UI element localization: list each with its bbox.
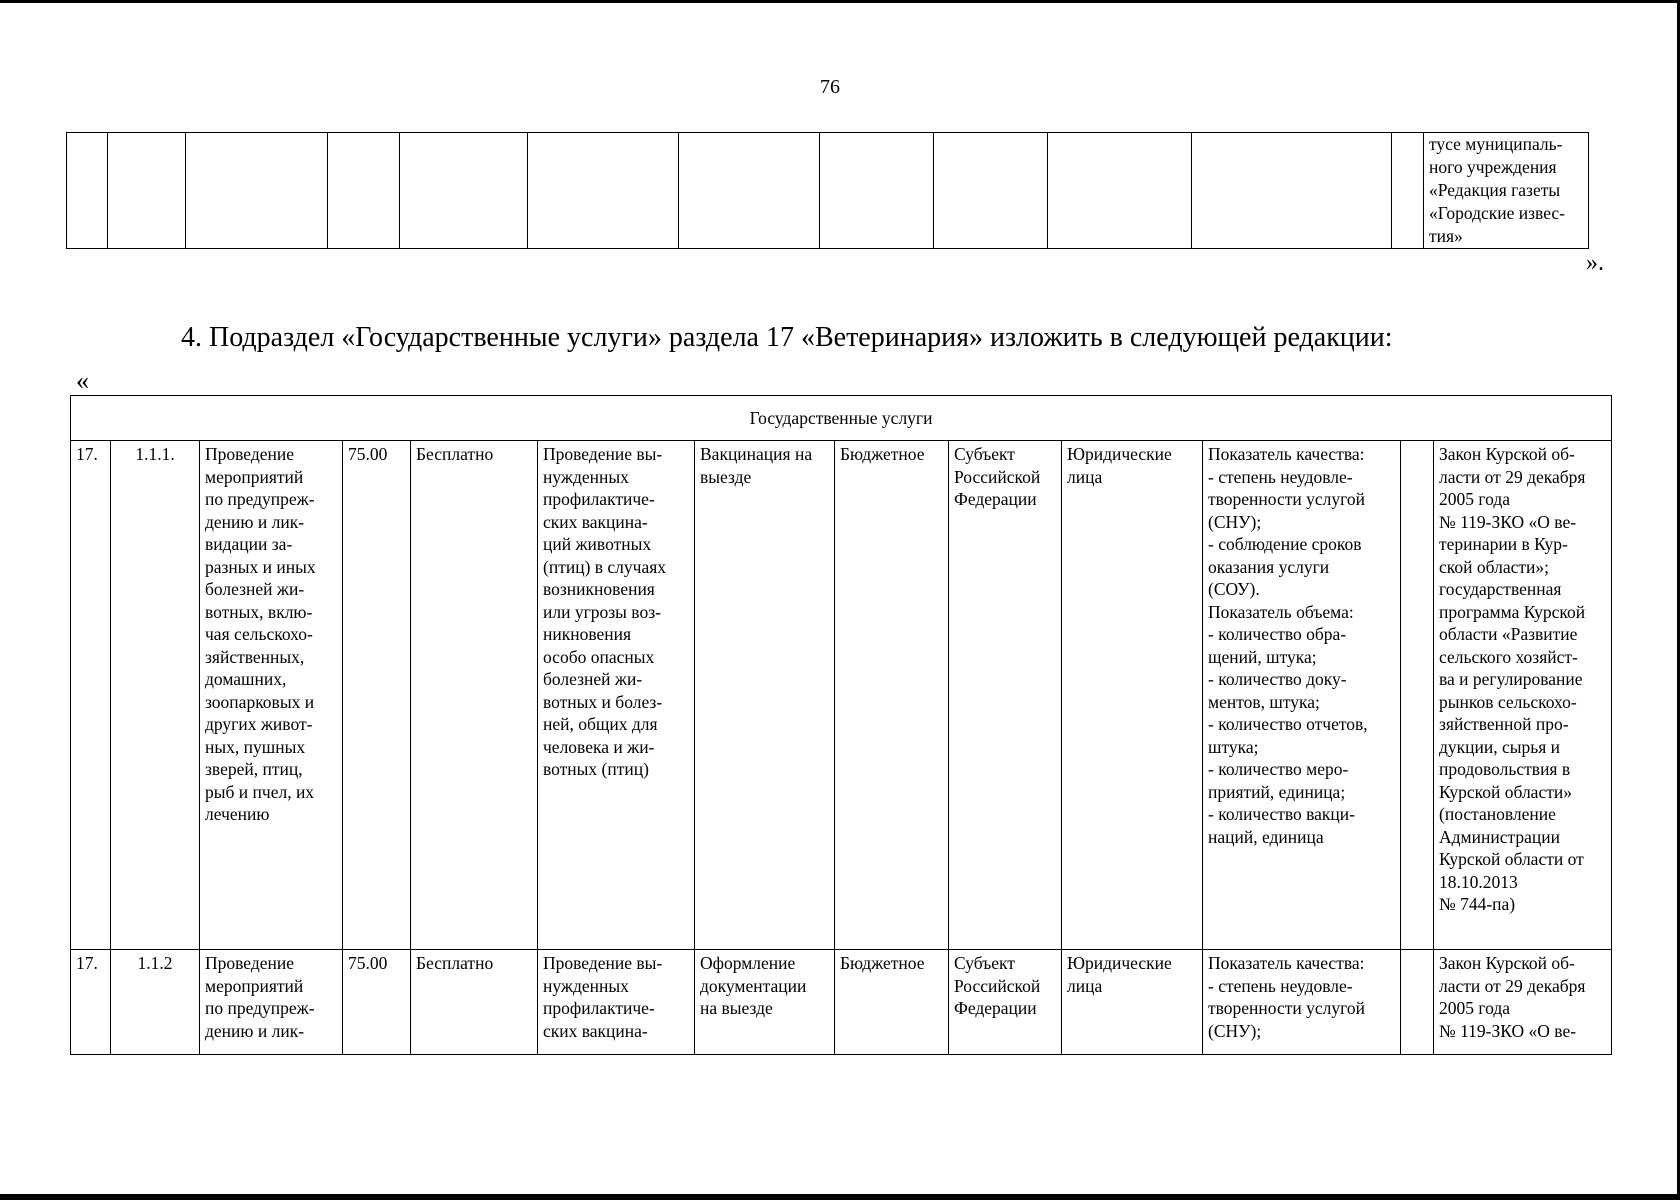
text-line: Закон Курской об- (1439, 444, 1575, 464)
page-number: 76 (820, 76, 840, 98)
text-line: программа Курской (1439, 601, 1586, 622)
text-line: 18.10.2013 (1439, 871, 1518, 892)
text-line: теринарии в Кур- (1439, 534, 1568, 554)
table-title: Государственные услуги (71, 396, 1612, 441)
text-line: «Редакция газеты (1429, 180, 1561, 200)
text-line: штука; (1208, 736, 1259, 757)
text-line: Закон Курской об- (1439, 953, 1575, 973)
fragment-cell (67, 133, 108, 249)
text-line: оказания услуги (1208, 556, 1330, 577)
text-line: Показатель качества: (1208, 953, 1365, 973)
text-line: дукции, сырья и (1439, 736, 1561, 757)
text-line: никновения (543, 624, 632, 644)
text-line: (СОУ). (1208, 579, 1260, 599)
fragment-cell (108, 133, 186, 249)
closing-quote: ». (1586, 250, 1604, 276)
text-line: 2005 года (1439, 998, 1511, 1018)
text-line: выезде (700, 466, 752, 487)
text-line: ментов, штука; (1208, 691, 1320, 712)
text-line: ций животных (543, 534, 652, 554)
text-line: сельского хозяйст- (1439, 646, 1578, 667)
text-line: зоопарковых и (205, 691, 315, 712)
fragment-cell (186, 133, 328, 249)
table-row (71, 950, 1612, 1055)
cell-indicators (1203, 441, 1401, 950)
text-line: нужденных (543, 975, 629, 996)
cell-blank (1401, 441, 1434, 950)
text-line: Курской области» (1439, 781, 1572, 802)
text-line: ного учреждения (1429, 157, 1557, 177)
text-line: приятий, единица; (1208, 781, 1346, 802)
text-line: нужденных (543, 466, 629, 487)
text-line: Показатель качества: (1208, 444, 1365, 464)
text-line: творенности услугой (1208, 998, 1365, 1018)
text-line: на выезде (700, 998, 773, 1018)
text-line: - количество отчетов, (1208, 714, 1368, 734)
cell-blank (1401, 950, 1434, 1055)
text-line: ней, общих для (543, 714, 658, 734)
text-line: или угрозы воз- (543, 601, 661, 622)
text-line: лица (1067, 466, 1103, 487)
table-title-row (71, 396, 1612, 441)
text-line: других живот- (205, 714, 313, 734)
text-line: № 119-ЗКО «О ве- (1439, 511, 1577, 532)
text-line: Юридические (1067, 953, 1172, 973)
text-line: по предупреж- (205, 489, 315, 509)
fragment-cell (1048, 133, 1192, 249)
cell-consumers (1062, 441, 1203, 950)
text-line: дению и лик- (205, 1020, 305, 1041)
cell-section: 17. (71, 441, 111, 950)
cell-payment: Бесплатно (411, 950, 538, 1055)
scan-border-top (0, 0, 1680, 3)
text-line: лица (1067, 975, 1103, 996)
text-line: чая сельскохо- (205, 624, 313, 644)
text-line: особо опасных (543, 646, 655, 667)
text-line: (птиц) в случаях (543, 556, 667, 577)
text-line: - соблюдение сроков (1208, 534, 1362, 554)
cell-responsible (949, 950, 1062, 1055)
text-line: рынков сельскохо- (1439, 691, 1577, 712)
text-line: области «Развитие (1439, 624, 1578, 644)
text-line: возникновения (543, 579, 655, 599)
text-line: болезней жи- (543, 669, 643, 689)
text-line: видации за- (205, 534, 293, 554)
cell-service-name (200, 950, 343, 1055)
text-line: мероприятий (205, 466, 304, 487)
fragment-cell (328, 133, 400, 249)
text-line: «Городские извес- (1429, 203, 1565, 223)
text-line: Федерации (954, 998, 1037, 1018)
fragment-cell (1392, 133, 1424, 249)
cell-condition (695, 950, 835, 1055)
text-line: щений, штука; (1208, 646, 1317, 667)
text-line: Проведение вы- (543, 953, 663, 973)
text-line: - степень неудовле- (1208, 975, 1353, 996)
text-line: Показатель объема: (1208, 601, 1354, 622)
text-line: Администрации (1439, 826, 1560, 847)
text-line: зяйственной про- (1439, 714, 1569, 734)
cell-section: 17. (71, 950, 111, 1055)
text-line: документации (700, 975, 807, 996)
text-line: болезней жи- (205, 579, 305, 599)
text-line: ских вакцина- (543, 1020, 648, 1041)
text-line: зяйственных, (205, 646, 305, 667)
text-line: (СНУ); (1208, 511, 1262, 532)
fragment-cell (1192, 133, 1392, 249)
text-line: № 119-ЗКО «О ве- (1439, 1020, 1577, 1041)
text-line: разных и иных (205, 556, 316, 577)
text-line: ской области»; (1439, 556, 1549, 577)
cell-indicators (1203, 950, 1401, 1055)
text-line: по предупреж- (205, 998, 315, 1018)
services-table (70, 395, 1612, 1055)
text-line: Курской области от (1439, 849, 1584, 869)
text-line: - степень неудовле- (1208, 466, 1353, 487)
previous-table-fragment (66, 132, 1589, 249)
scan-border-bottom (0, 1194, 1680, 1200)
text-line: творенности услугой (1208, 489, 1365, 509)
text-line: - количество обра- (1208, 624, 1347, 644)
text-line: государственная (1439, 579, 1562, 599)
cell-type: Бюджетное (835, 950, 949, 1055)
text-line: Оформление (700, 953, 796, 973)
text-line: Российской (954, 975, 1041, 996)
text-line: лечению (205, 804, 270, 824)
text-line: вотных и болез- (543, 691, 663, 712)
text-line: дению и лик- (205, 511, 305, 532)
text-line: Проведение (205, 444, 295, 464)
text-line: зверей, птиц, (205, 759, 303, 779)
text-line: человека и жи- (543, 736, 655, 757)
cell-number: 1.1.2 (111, 950, 200, 1055)
fragment-row (67, 133, 1589, 249)
text-line: наций, единица (1208, 826, 1324, 847)
text-line: Федерации (954, 489, 1037, 509)
fragment-cell (679, 133, 820, 249)
text-line: тусе муниципаль- (1429, 134, 1563, 154)
cell-law (1434, 950, 1612, 1055)
cell-number: 1.1.1. (111, 441, 200, 950)
table-row (71, 441, 1612, 950)
text-line: профилактиче- (543, 489, 655, 509)
text-line: - количество меро- (1208, 759, 1349, 779)
text-line: профилактиче- (543, 998, 655, 1018)
text-line: ва и регулирование (1439, 669, 1583, 689)
cell-consumers (1062, 950, 1203, 1055)
text-line: (постановление (1439, 804, 1556, 824)
cell-code: 75.00 (343, 950, 411, 1055)
text-line: (СНУ); (1208, 1020, 1262, 1041)
text-line: мероприятий (205, 975, 304, 996)
text-line: - количество доку- (1208, 669, 1347, 689)
fragment-cell (528, 133, 679, 249)
text-line: вотных (птиц) (543, 759, 649, 779)
fragment-cell (820, 133, 934, 249)
cell-type: Бюджетное (835, 441, 949, 950)
text-line: рыб и пчел, их (205, 781, 315, 802)
cell-responsible (949, 441, 1062, 950)
text-line: № 744-па) (1439, 894, 1516, 914)
text-line: Субъект (954, 953, 1015, 973)
opening-quote: « (76, 366, 89, 395)
cell-condition (695, 441, 835, 950)
cell-law (1434, 441, 1612, 950)
text-line: ских вакцина- (543, 511, 648, 532)
fragment-last-cell (1424, 133, 1589, 249)
cell-code: 75.00 (343, 441, 411, 950)
cell-content (538, 950, 695, 1055)
cell-service-name (200, 441, 343, 950)
fragment-cell (934, 133, 1048, 249)
text-line: вотных, вклю- (205, 601, 313, 622)
section-heading: 4. Подраздел «Государственные услуги» раздела 17 «Ветеринария» изложить в следующей редакции: (181, 322, 1393, 353)
text-line: домашних, (205, 669, 287, 689)
text-line: ных, пушных (205, 736, 306, 757)
text-line: Субъект (954, 444, 1015, 464)
fragment-cell (400, 133, 528, 249)
text-line: Проведение вы- (543, 444, 663, 464)
text-line: Вакцинация на (700, 444, 813, 464)
text-line: тия» (1429, 226, 1463, 246)
cell-content (538, 441, 695, 950)
text-line: Проведение (205, 953, 295, 973)
text-line: ласти от 29 декабря (1439, 975, 1586, 996)
text-line: продовольствия в (1439, 759, 1571, 779)
text-line: ласти от 29 декабря (1439, 466, 1586, 487)
text-line: Российской (954, 466, 1041, 487)
text-line: - количество вакци- (1208, 804, 1355, 824)
text-line: 2005 года (1439, 489, 1511, 509)
cell-payment: Бесплатно (411, 441, 538, 950)
text-line: Юридические (1067, 444, 1172, 464)
